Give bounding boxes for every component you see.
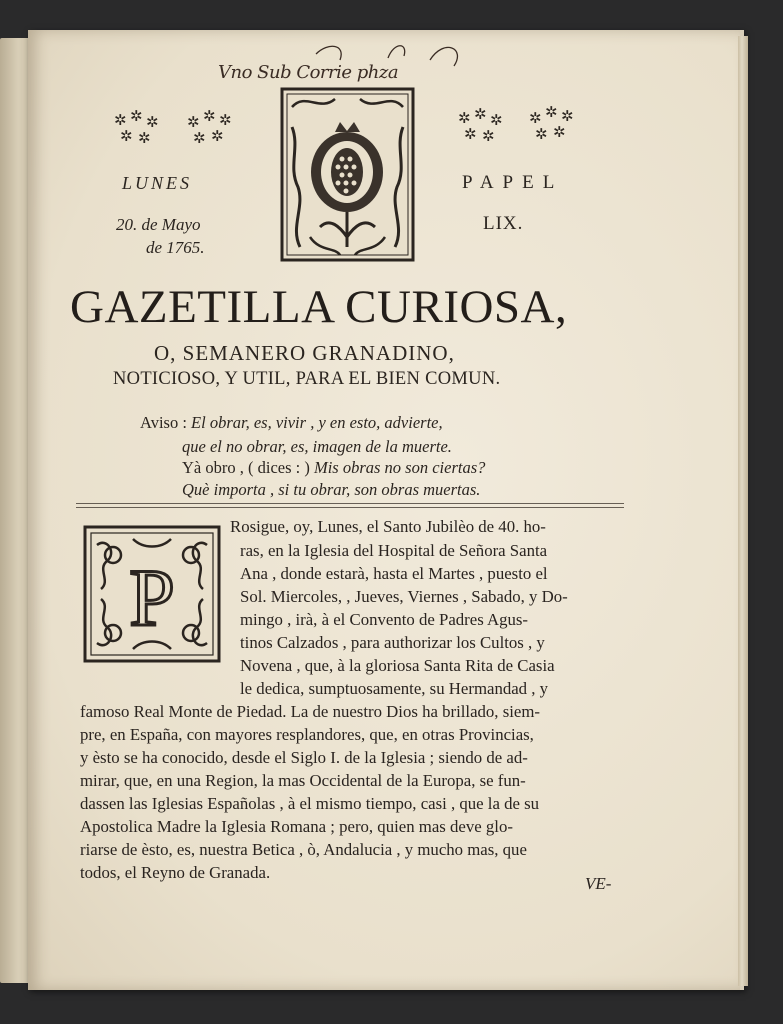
epigraph-text-4: Què importa , si tu obrar, son obras muertas.: [182, 480, 481, 499]
handwritten-note: Vno Sub Corrie phza: [218, 62, 399, 83]
issue-day: LUNES: [122, 173, 193, 193]
body-line-3: Ana , donde estarà, hasta el Martes , puesto el: [240, 564, 548, 583]
epigraph-text-2: que el no obrar, es, imagen de la muerte.: [182, 437, 452, 456]
epigraph-line-2: [182, 437, 452, 457]
initial-letter: P: [129, 552, 175, 643]
star-ornament-2: ✲ ✲ ✲ ✲ ✲: [187, 109, 232, 147]
body-line-5: mingo , irà, à el Convento de Padres Agus-: [240, 610, 529, 629]
epigraph-text-1: El obrar, es, vivir , y en esto, advierte,: [191, 413, 443, 432]
page-fore-edge: [738, 36, 748, 986]
star-ornament-4: ✲ ✲ ✲ ✲ ✲: [529, 105, 574, 143]
decorated-initial-icon: [83, 525, 221, 663]
body-line-12: mirar, que, en una Region, la mas Occidental de la Europa, se fun-: [80, 771, 526, 790]
body-line-7: Novena , que, à la gloriosa Santa Rita de Casia: [240, 656, 555, 675]
pomegranate-woodcut-icon: [280, 87, 415, 262]
epigraph-text-3b: Mis obras no son ciertas?: [313, 458, 486, 477]
handwritten-annotation: [218, 40, 478, 90]
epigraph-label: Aviso :: [140, 413, 187, 432]
body-line-2: ras, en la Iglesia del Hospital de Señora Santa: [240, 541, 548, 560]
issue-date-line1: 20. de Mayo: [116, 215, 201, 234]
body-line-16: todos, el Reyno de Granada.: [80, 863, 271, 882]
body-line-11: y èsto se ha conocido, desde el Siglo I. de la Iglesia ; siendo de ad-: [80, 748, 528, 767]
issue-date-line2: de 1765.: [146, 238, 205, 257]
star-ornament-1: ✲ ✲ ✲ ✲ ✲: [114, 109, 159, 147]
catchword: VE-: [585, 874, 612, 893]
paper-number: LIX.: [483, 213, 524, 234]
star-ornament-3: ✲ ✲ ✲ ✲ ✲: [458, 107, 503, 145]
body-line-10: pre, en España, con mayores resplandores, que, en otras Provincias,: [80, 725, 534, 744]
body-line-6: tinos Calzados , para authorizar los Cultos , y: [240, 633, 545, 652]
newspaper-tagline: NOTICIOSO, Y UTIL, PARA EL BIEN COMUN.: [113, 369, 501, 389]
left-page-edge: [0, 38, 30, 983]
newspaper-subtitle: O, SEMANERO GRANADINO,: [154, 341, 455, 365]
epigraph-line-3: [182, 458, 485, 478]
body-line-1: Rosigue, oy, Lunes, el Santo Jubilèo de 40. ho-: [230, 517, 546, 536]
body-line-14: Apostolica Madre la Iglesia Romana ; pero, quien mas deve glo-: [80, 817, 513, 836]
body-line-9: famoso Real Monte de Piedad. La de nuestro Dios ha brillado, siem-: [80, 702, 540, 721]
section-divider: [76, 503, 624, 508]
epigraph-line-4: [182, 480, 480, 500]
paper-label: PAPEL: [462, 172, 564, 193]
body-line-13: dassen las Iglesias Españolas , à el mismo tiempo, casi , que la de su: [80, 794, 540, 813]
body-line-15: riarse de èsto, es, nuestra Betica , ò, Andalucia , y mucho mas, que: [80, 840, 527, 859]
body-line-8: le dedica, sumptuosamente, su Hermandad , y: [240, 679, 549, 698]
newspaper-title: GAZETILLA CURIOSA,: [70, 281, 568, 333]
epigraph-text-3a: Yà obro , ( dices : ): [182, 458, 310, 477]
epigraph-line-1: [140, 413, 443, 433]
body-line-4: Sol. Miercoles, , Jueves, Viernes , Sabado, y Do-: [240, 587, 568, 606]
